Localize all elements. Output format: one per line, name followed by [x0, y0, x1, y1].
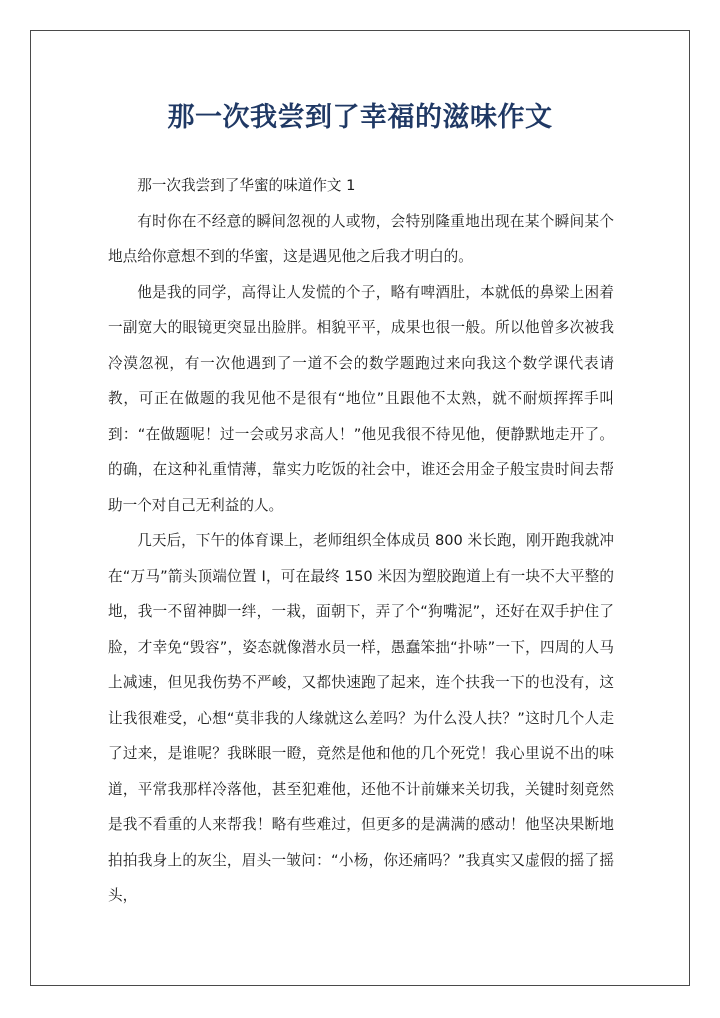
essay-subtitle: 那一次我尝到了华蜜的味道作文 1: [137, 177, 356, 194]
paragraph-running: 几天后，下午的体育课上，老师组织全体成员 800 米长跑，刚开跑我就冲在“万马”箭头顶端位置 I，可在最终 150 米因为塑胶跑道上有一块不大平整的地，我一不留神脚一绊，一栽，面朝下，弄了个“狗嘴泥”，还好在双手护住了脸，才幸免“毁容”，姿态就像潜水员一样，愚蠢笨拙“扑哧”一下，四周的人马上减速，但见我伤势不严峻，又都快速跑了起来，连个扶我一下的也没有，这让我很难受，心想“莫非我的人缘就这么差吗？为什么没人扶？”这时几个人走了过来，是谁呢？我眯眼一瞪，竟然是他和他的几个死党！我心里说不出的味道，平常我那样冷落他，甚至犯难他，还他不计前嫌来关切我，关键时刻竟然是我不看重的人来帮我！略有些难过，但更多的是满满的感动！他坚决果断地拍拍我身上的灰尘，眉头一皱问：“小杨，你还痛吗？”我真实又虚假的摇了摇头，: [108, 532, 614, 904]
paragraph-intro: 有时你在不经意的瞬间忽视的人或物，会特别隆重地出现在某个瞬间某个地点给你意想不到的华蜜，这是遇见他之后我才明白的。: [108, 212, 614, 265]
paragraph-classmate: 他是我的同学，高得让人发慌的个子，略有啤酒肚，本就低的鼻梁上困着一副宽大的眼镜更突显出脸胖。相貌平平，成果也很一般。所以他曾多次被我冷漠忽视，有一次他遇到了一道不会的数学题跑过来向我这个数学课代表请教，可正在做题的我见他不是很有“地位”且跟他不太熟，就不耐烦挥挥手叫到：“在做题呢！过一会或另求高人！”他见我很不待见他，便静默地走开了。的确，在这种礼重情薄，靠实力吃饭的社会中，谁还会用金子般宝贵时间去帮助一个对自己无利益的人。: [108, 283, 614, 514]
document-body: [108, 168, 614, 914]
document-title: 那一次我尝到了幸福的滋味作文: [167, 102, 553, 133]
